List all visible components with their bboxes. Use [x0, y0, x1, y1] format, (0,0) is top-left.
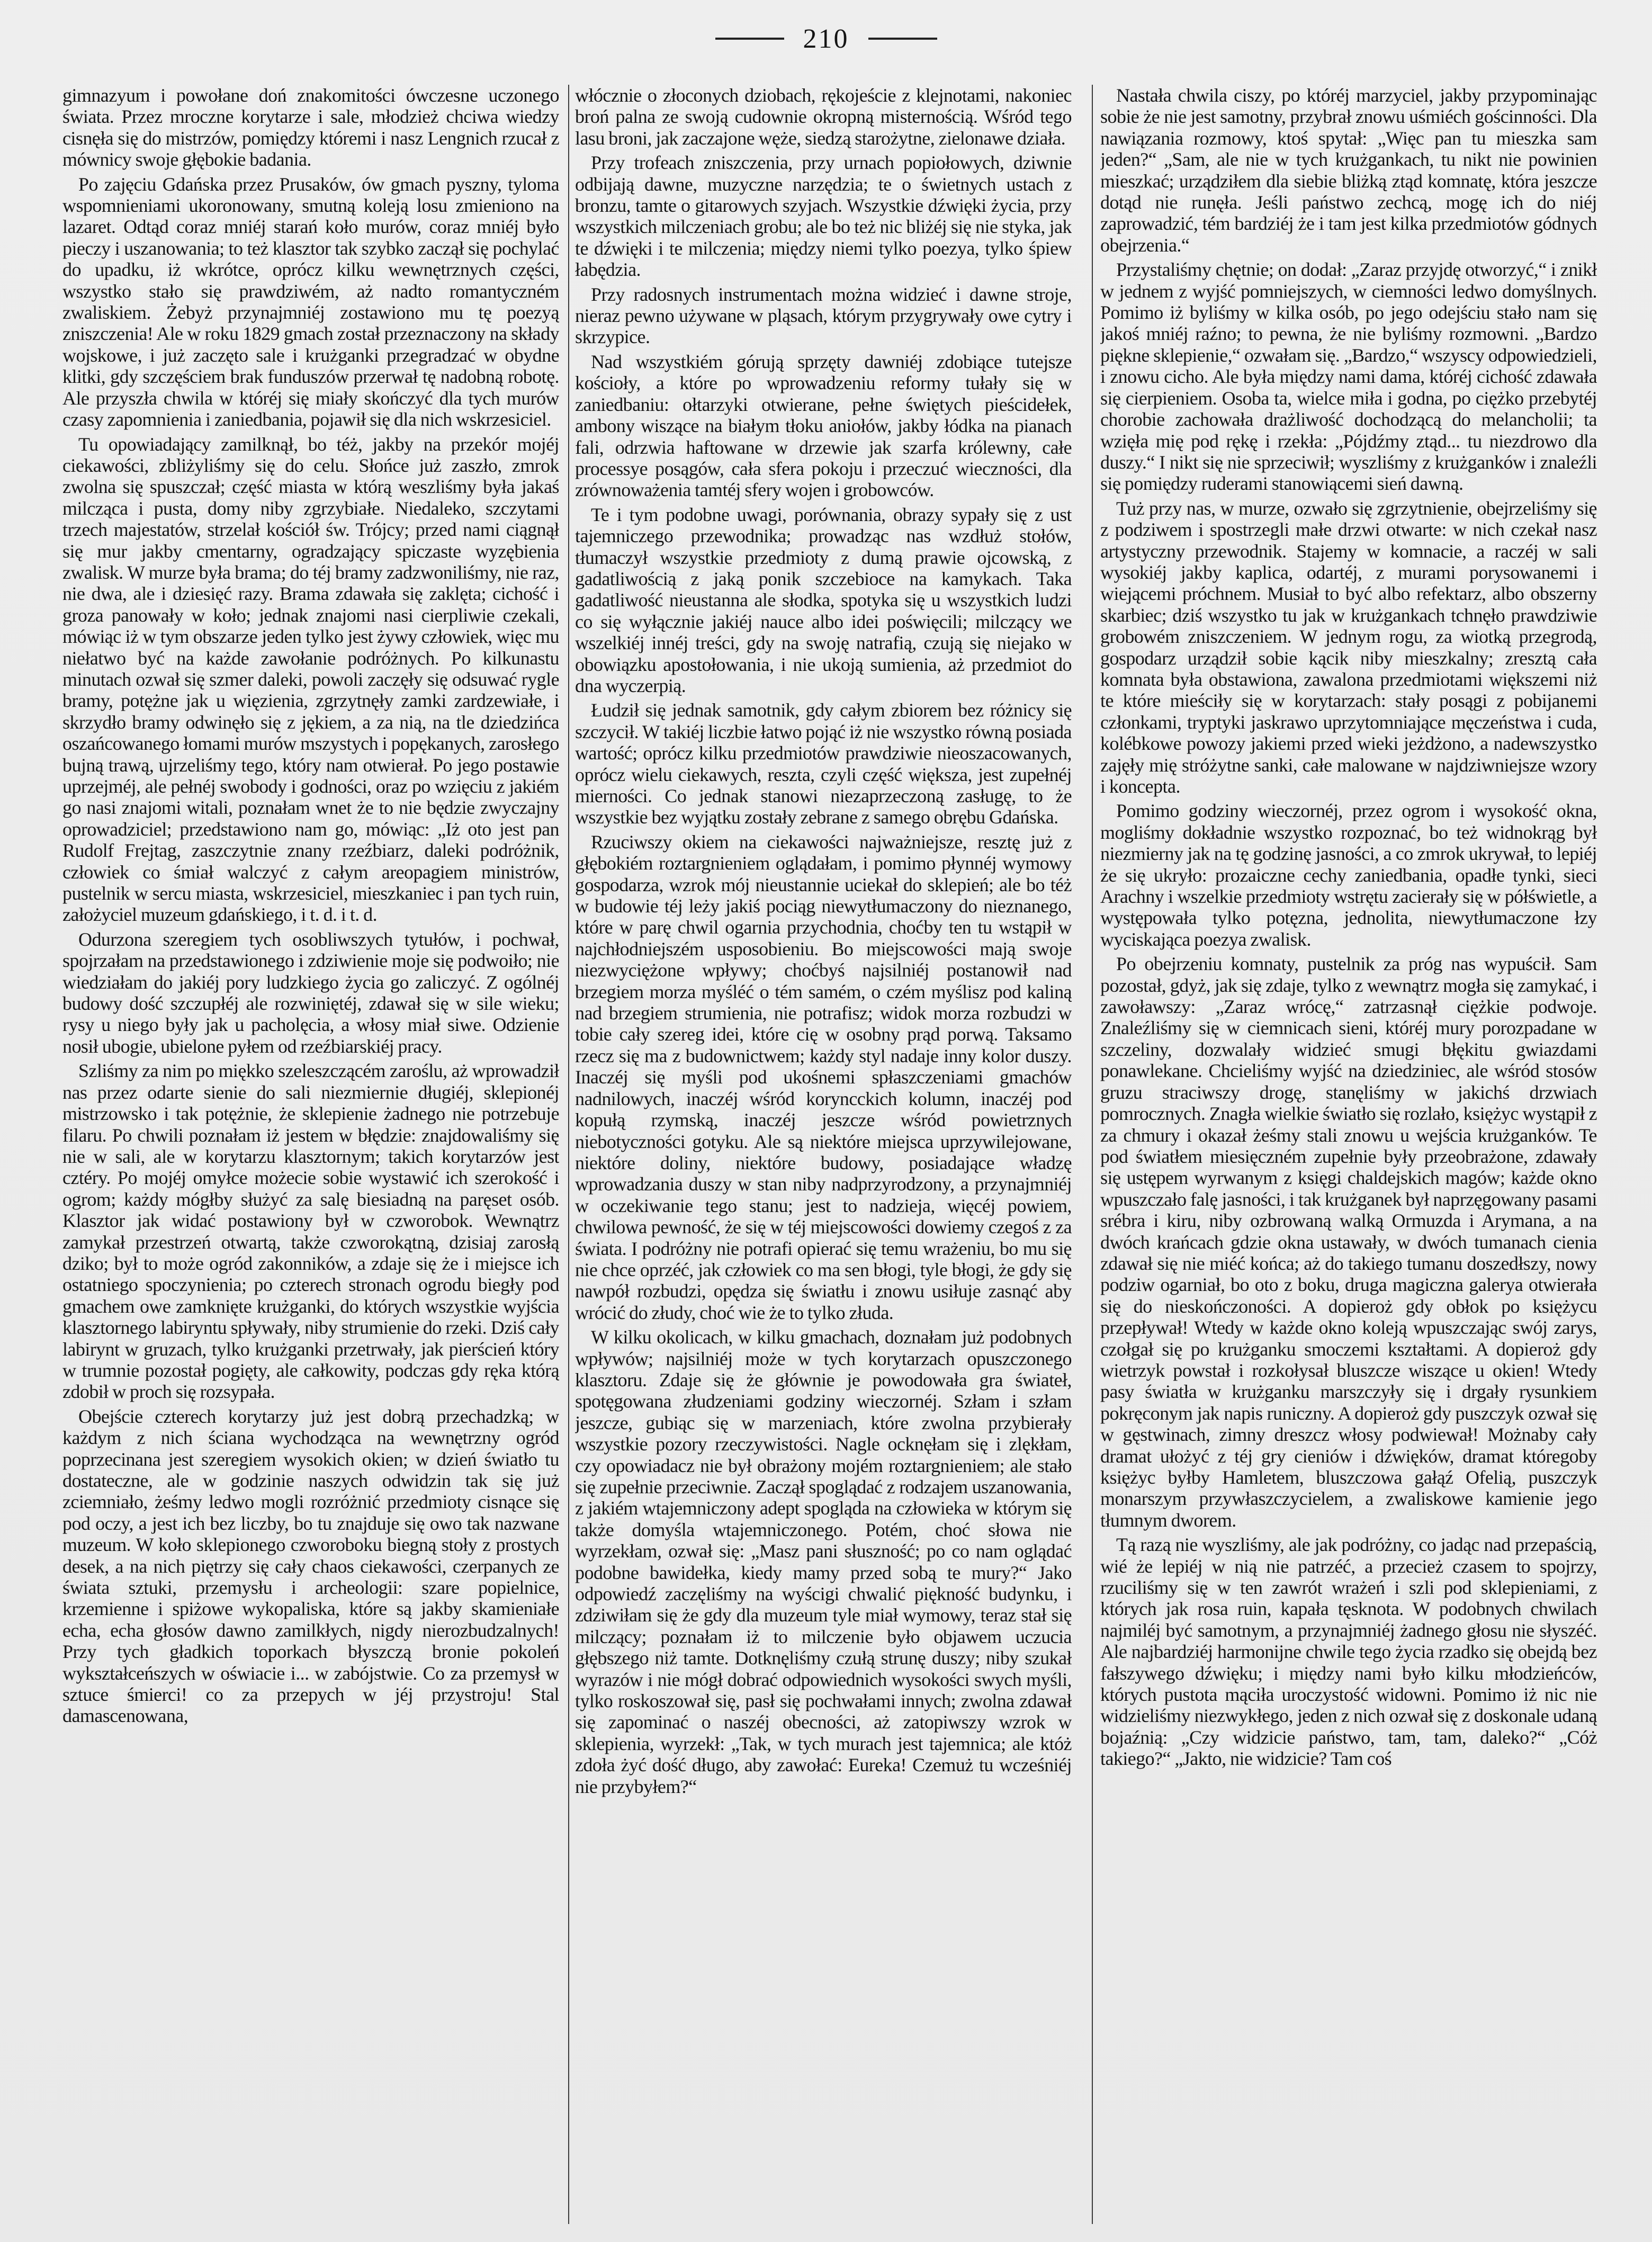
paragraph: Tu opowiadający zamilknął, bo téż, jakby na przekór mojéj ciekawości, zbliżyliśmy się do celu. Słońce już zaszło, zmrok zwolna się spuszczał; część miasta w którą weszliśmy była jakaś milcząca i pusta, domy niby zgrzybiałe. Niedaleko, szczytami trzech majestatów, strzelał kościół św. Trójcy; przed nami ciągnął się mur jakby cmentarny, ogradzający spiczaste wyzębienia zwalisk. W murze była brama; do téj bramy zadzwoniliśmy, nie raz, nie dwa, ale i dziesięć razy. Brama zdawała się zaklęta; cichość i groza panowały w koło; jednak znajomi nasi cierpliwie czekali, mówiąc iż w tym obszarze jeden tylko jest żywy człowiek, więc mu niełatwo być na każde zawołanie podróżnych. Po kilkunastu minutach ozwał się szmer daleki, powoli zaczęły się odsuwać rygle bramy, potężne jak u więzienia, zgrzytnęły zamki zardzewiałe, i skrzydło bramy odwinęło się z jękiem, a za nią, na tle dziedzińca oszańcowanego łomami murów mszystych i popękanych, zarosłego bujną trawą, ujrzeliśmy tego, który nam otwierał. Po jego postawie uprzejméj, ale pełnéj swobody i godności, oraz po wzięciu z jakiém go nasi znajomi witali, poznałam wnet że to nie będzie zwyczajny oprowadziciel; przedstawiono nam go, mówiąc: „Iż oto jest pan Rudolf Frejtag, zaszczytnie znany rzeźbiarz, daleki podróżnik, człowiek co śmiał walczyć z całym areopagiem ministrów, pustelnik w sercu miasta, wskrzesiciel, mieszkaniec i pan tych ruin, założyciel muzeum gdańskiego, i t. d. i t. d.	[62, 433, 559, 926]
column-middle	[575, 85, 1072, 2224]
header-rule-left	[715, 38, 784, 40]
page-header	[0, 20, 1652, 57]
paragraph: Łudził się jednak samotnik, gdy całym zbiorem bez różnicy się szczycił. W takiéj liczbie łatwo pojąć iż nie wszystko równą posiada wartość; oprócz kilku przedmiotów prawdziwie nieoszacowanych, oprócz wielu ciekawych, reszta, czyli część większa, jest zupełnéj mierności. Co jednak stanowi niezaprzeczoną zasługę, to że wszystkie bez wyjątku zostały zebrane z samego obrębu Gdańska.	[575, 699, 1072, 828]
header-rule-right	[868, 38, 937, 40]
text-columns	[62, 85, 1597, 2224]
paragraph: Przystaliśmy chętnie; on dodał: „Zaraz przyjdę otworzyć,“ i znikł w jednem z wyjść pomniejszych, w ciemności ledwo domyślnych. Pomimo iż byliśmy w kilka osób, po jego odejściu stało nam się jakoś mniéj raźno; to pewna, że nie byliśmy rozmowni. „Bardzo piękne sklepienie,“ ozwałam się. „Bardzo,“ wszyscy odpowiedzieli, i znowu cicho. Ale była między nami dama, któréj cichość zdawała się cierpieniem. Osoba ta, wielce miła i godna, po ciężko przebytéj chorobie zachowała drażliwość dochodzącą do melancholii; ta wzięła mię pod rękę i rzekła: „Pójdźmy ztąd... tu niezdrowo dla duszy.“ I nikt się nie sprzeciwił; wyszliśmy z krużganków i znaleźli się pomiędzy ruderami stanowiącemi sień dawną.	[1100, 259, 1597, 495]
column-left	[62, 85, 559, 2224]
paragraph: Przy trofeach zniszczenia, przy urnach popiołowych, dziwnie odbijają dawne, muzyczne narzędzia; te o świetnych ustach z bronzu, tamte o gitarowych szyjach. Wszystkie dźwięki życia, przy wszystkich milczeniach grobu; ale bo też nic bliżéj się nie styka, jak te dźwięki i te milczenia; między niemi tylko poezya, tylko śpiew łabędzia.	[575, 152, 1072, 281]
paragraph: Przy radosnych instrumentach można widzieć i dawne stroje, nieraz pewno używane w pląsach, którym przygrywały owe cytry i skrzypice.	[575, 283, 1072, 348]
paragraph: Szliśmy za nim po miękko szeleszczącém zaroślu, aż wprowadził nas przez odarte sienie do sali niezmiernie długiéj, sklepionéj mistrzowsko i tak potężnie, że sklepienie żadnego nie potrzebuje filaru. Po chwili poznałam iż jestem w błędzie: znajdowaliśmy się nie w sali, ale w korytarzu klasztornym; takich korytarzów jest cztéry. Po mojéj omyłce możecie sobie wystawić ich szerokość i ogrom; każdy mógłby służyć za salę biesiadną na paręset osób. Klasztor jak widać postawiony był w czworobok. Wewnątrz zamykał przestrzeń otwartą, także czworokątną, dzisiaj zarosłą dziko; był to może ogród zakonników, a zdaje się że i miejsce ich ostatniego spoczynienia; po czterech stronach ogrodu biegły pod gmachem owe zamknięte krużganki, do których wszystkie wyjścia klasztornego labiryntu spływały, niby strumienie do rzeki. Dziś cały labirynt w gruzach, tylko krużganki przetrwały, jak pierścień który w trumnie pozostał pogięty, ale całkowity, podczas gdy ręka którą zdobił w proch się rozsypała.	[62, 1060, 559, 1403]
paragraph: Tą razą nie wyszliśmy, ale jak podróżny, co jadąc nad przepaścią, wié że lepiéj w nią nie patrzéć, a przecież czasem to spojrzy, rzuciliśmy się w ten zawrót wrażeń i szli pod sklepieniami, z których jak rosa ruin, kapała tęsknota. W podobnych chwilach najmiléj być samotnym, a przynajmniéj żadnego głosu nie słyszéć. Ale najbardziéj harmonijne chwile tego życia rzadko się obejdą bez fałszywego dźwięku; i między nami było kilku młodzieńców, których pustota mąciła uroczystość widowni. Pomimo iż nic nie widzieliśmy niezwykłego, jeden z nich ozwał się z doskonale udaną bojaźnią: „Czy widzicie państwo, tam, tam, daleko?“ „Cóż takiego?“ „Jakto, nie widzicie? Tam coś	[1100, 1534, 1597, 1770]
paragraph: Po zajęciu Gdańska przez Prusaków, ów gmach pyszny, tyloma wspomnieniami ukoronowany, smutną koleją losu zmieniono na lazaret. Odtąd coraz mniéj starań koło murów, coraz mniéj było pieczy i uszanowania; to też klasztor tak szybko zaczął się pochylać do upadku, iż wkrótce, oprócz kilku wewnętrznych części, wszystko stało się prawdziwém, aż nadto romantyczném zwaliskiem. Żebyż przynajmniéj zostawiono mu tę poezyą zniszczenia! Ale w roku 1829 gmach został przeznaczony na składy wojskowe, i już zaczęto sale i krużganki przegradzać w obydne klitki, gdy szczęściem brak funduszów przerwał tę nadobną robotę. Ale przyszła chwila w któréj się miały skończyć dla tych murów czasy zapomnienia i zaniedbania, pojawił się dla nich wskrzesiciel.	[62, 173, 559, 431]
column-right	[1100, 85, 1597, 2224]
paragraph: włócznie o złoconych dziobach, rękojeście z klejnotami, nakoniec broń palna ze swoją cudownie okropną misternością. Wśród tego lasu broni, jak zaczajone węże, siedzą starożytne, zielonawe działa.	[575, 85, 1072, 149]
paragraph: W kilku okolicach, w kilku gmachach, doznałam już podobnych wpływów; najsilniéj może w tych korytarzach opuszczonego klasztoru. Zdaje się że głównie je powodowała gra świateł, spotęgowana złudzeniami godziny wieczornéj. Szłam i szłam jeszcze, gubiąc się w marzeniach, które zwolna przybierały wszystkie pozory rzeczywistości. Nagle ocknęłam się i zlękłam, czy opowiadacz nie był obrażony mojém roztargnieniem; ale stało się zupełnie przeciwnie. Zaczął spoglądać z rodzajem uszanowania, z jakiém wtajemniczony adept spogląda na człowieka w którym się także domyśla wtajemniczonego. Potém, choć słowa nie wyrzekłam, ozwał się: „Masz pani słuszność; po co nam oglądać podobne bawidełka, kiedy mamy przed sobą te mury?“ Jako odpowiedź zaczęliśmy na wyścigi chwalić piękność budynku, i zdziwiłam się że gdy dla muzeum tyle miał wymowy, teraz stał się milczący; poznałam iż to milczenie było objawem uczucia głębszego niż tamte. Dotknęliśmy czułą strunę duszy; niby szukał wyrazów i nie mógł dobrać odpowiednich wysokości swych myśli, tylko roskoszował się, pasł się pochwałami innych; zwolna zdawał się zapominać o naszéj obecności, aż zatopiwszy wzrok w sklepienia, wyrzekł: „Tak, w tych murach jest tajemnica; ale któż zdoła żyć dość długo, aby zawołać: Eureka! Czemuż tu wcześniéj nie przybyłem?“	[575, 1326, 1072, 1797]
paragraph: gimnazyum i powołane doń znakomitości ówczesne uczonego świata. Przez mroczne korytarze i sale, młodzież chciwa wiedzy cisnęła się do mistrzów, pomiędzy któremi i nasz Lengnich rzucał z mównicy swoje głębokie badania.	[62, 85, 559, 171]
paragraph: Po obejrzeniu komnaty, pustelnik za próg nas wypuścił. Sam pozostał, gdyż, jak się zdaje, tylko z wewnątrz mogła się zamykać, i zawoławszy: „Zaraz wrócę,“ zatrzasnął ciężkie podwoje. Znaleźliśmy się w ciemnicach sieni, któréj mury porozpadane w szczeliny, dozwalały widzieć smugi błękitu gwiazdami ponawlekane. Chcieliśmy wyjść na dziedziniec, ale wśród stosów gruzu straciwszy drogę, stanęliśmy w jakichś drzwiach pomrocznych. Znagła wielkie światło się rozlało, księżyc wystąpił z za chmury i okazał żeśmy stali znowu u wejścia krużganków. Te pod światłem miesięczném zupełnie były przeobrażone, zdawały się ustępem wyrwanym z księgi chaldejskich magów; każde okno wpuszczało falę jasności, i tak krużganek był naprzęgowany pasami srébra i kiru, niby ozbrowaną walką Ormuzda i Arymana, a na dwóch krańcach gdzie okna ustawały, w dwóch tumanach cienia zdawał się nie miéć końca; aż do takiego tumanu doszedłszy, nowy podziw ogarniał, bo oto z boku, druga magiczna galerya otwierała się do nieskończoności. A dopieroż gdy obłok po księżycu przepływał! Wtedy w każde okno koleją wpuszczając swój zarys, czołgał się po krużganku smoczemi kształtami. A dopieroż gdy wietrzyk powstał i rozkołysał bluszcze wiszące u okien! Wtedy pasy światła w krużganku marszczyły się i drgały rysunkiem pokręconym jak napis runiczny. A dopieroż gdy puszczyk ozwał się w gęstwinach, zimny dreszcz włosy podwiewał! Możnaby cały dramat ułożyć z téj gry cieniów i dźwięków, dramat któregoby księżyc byłby Hamletem, bluszczowa gałąź Ofelią, puszczyk monarszym przywłaszczycielem, a zwaliskowe kamienie jego tłumnym dworem.	[1100, 953, 1597, 1531]
paragraph: Nastała chwila ciszy, po któréj marzyciel, jakby przypominając sobie że nie jest samotny, przybrał znowu uśmiéch gościnności. Dla nawiązania rozmowy, ktoś spytał: „Więc pan tu mieszka sam jeden?“ „Sam, ale nie w tych krużgankach, tu nikt nie powinien mieszkać; urządziłem dla siebie bliżką ztąd komnatę, która jeszcze dotąd nie runęła. Jeśli państwo zechcą, mogę ich do niéj zaprowadzić, tém bardziéj że i tam jest kilka przedmiotów gódnych obejrzenia.“	[1100, 85, 1597, 256]
paragraph: Rzuciwszy okiem na ciekawości najważniejsze, resztę już z głębokiém roztargnieniem oglądałam, i pomimo płynnéj wymowy gospodarza, wzrok mój nieustannie uciekał do sklepień; ale bo téż w budowie téj leży jakiś pociąg niewytłumaczony do nieznanego, które w parę chwil ogarnia przychodnia, choćby ten tu wstąpił w najchłodniejszém usposobieniu. Bo miejscowości mają swoje niezwyciężone wpływy; choćbyś najsilniéj postanowił nad brzegiem morza myśléć o tém samém, o czém myślisz pod kaliną nad brzegiem strumienia, nie potrafisz; widok morza rozbudzi w tobie cały szereg idei, które cię w osobny prąd porwą. Taksamo rzecz się ma z budownictwem; każdy styl nadaje inny kolor duszy. Inaczéj się myśli pod ukośnemi spłaszczeniami gmachów nadnilowych, inaczéj wśród koryncckich kolumn, inaczéj pod kopułą rzymską, inaczéj jeszcze wśród powietrznych niebotyczności gotyku. Ale są niektóre miejsca uprzywilejowane, niektóre doliny, niektóre budowy, posiadające władzę wprowadzania duszy w stan niby nadprzyrodzony, a przynajmniéj w oczekiwanie tego stanu; jest to nadzieja, więcéj powiem, chwilowa pewność, że się w téj miejscowości dowiemy czegoś z za świata. I podróżny nie potrafi opierać się temu wrażeniu, bo mu się nie chce oprzéć, jak człowiek co ma sen błogi, tyle błogi, że gdy się nawpół rozbudzi, opędza się światłu i znowu usiłuje zasnąć aby wrócić do złudy, choć wie że to tylko złuda.	[575, 831, 1072, 1323]
paragraph: Obejście czterech korytarzy już jest dobrą przechadzką; w każdym z nich ściana wychodząca na wewnętrzny ogród poprzecinana jest szeregiem wysokich okien; w dzień światło tu dostateczne, ale w godzinie naszych odwidzin tak się już zciemniało, żeśmy ledwo mogli rozróżnić przedmioty cisnące się pod oczy, a jest ich bez liczby, bo tu znajduje się owo tak nazwane muzeum. W koło sklepionego czworoboku biegną stoły z prostych desek, a na nich piętrzy się cały chaos ciekawości, czerpanych ze świata sztuki, przemysłu i archeologii: szare popielnice, krzemienne i spiżowe wykopaliska, które są jakby skamieniałe echa, echa głosów dawno zamilkłych, nigdy nierozbudzalnych! Przy tych gładkich toporkach błyszczą bronie pokoleń wykształceńszych w oświacie i... w zabójstwie. Co za przemysł w sztuce śmierci! co za przepych w jéj przystroju! Stal damascenowana,	[62, 1405, 559, 1727]
paragraph: Te i tym podobne uwagi, porównania, obrazy sypały się z ust tajemniczego przewodnika; prowadząc nas wzdłuż stołów, tłumaczył wszystkie przedmioty z dumą prawie ojcowską, z gadatliwością z jaką ponik szczebioce na kamykach. Taka gadatliwość nieustanna ale słodka, spotyka się u wszystkich ludzi co się wyłącznie jakiéj nauce albo idei poświęcili; milczący we wszelkiéj innéj treści, gdy na swoję natrafią, czują się niejako w obowiązku apostołowania, i nie ukoją sumienia, aż przedmiot do dna wyczerpią.	[575, 504, 1072, 696]
page-number: 210	[803, 23, 849, 54]
paragraph: Tuż przy nas, w murze, ozwało się zgrzytnienie, obejrzeliśmy się z podziwem i spostrzegli małe drzwi otwarte: w nich czekał nasz artystyczny przewodnik. Stajemy w komnacie, a raczéj w sali wysokiéj jakby kaplica, odartéj, z murami porysowanemi i wiejącemi próchnem. Musiał to być albo refektarz, albo obszerny skarbiec; dziś wszystko tu jak w krużgankach tchnęło prawdziwie grobowém zniszczeniem. W jednym rogu, za wiotką przegrodą, gospodarz urządził sobie kącik niby mieszkalny; zresztą cała komnata była obstawiona, zawalona przedmiotami większemi niż te które mieściły się w korytarzach: stały posągi z pobijanemi członkami, tryptyki jaskrawo uprzytomniające męczeństwa i cuda, kolébkowe powozy jakiemi przed wieki jeżdżono, a nadewszystko zajęły mię stróżytne sanki, całe malowane w najdziwniejsze wzory i koncepta.	[1100, 497, 1597, 797]
paragraph: Pomimo godziny wieczornéj, przez ogrom i wysokość okna, mogliśmy dokładnie wszystko rozpoznać, bo też widnokrąg był niezmierny jak na tę godzinę jasności, a co zmrok ukrywał, to lepiéj że się ukryło: prozaiczne cechy zaniedbania, opadłe tynki, sieci Arachny i wszelkie przedmioty wstrętu zacierały się w półświetle, a występowała tylko potęzna, jednolita, niewytłumaczone łzy wyciskająca poezya zwalisk.	[1100, 800, 1597, 950]
paragraph: Nad wszystkiém górują sprzęty dawniéj zdobiące tutejsze kościoły, a które po wprowadzeniu reformy tułały się w zaniedbaniu: ołtarzyki otwierane, pełne świętych pieścidełek, ambony wiszące na białym tłoku aniołów, jakby łódka na pianach fali, odrzwia haftowane w drzewie jak szarfa królewny, całe processye posągów, cała sfera pokoju i przeczuć wieczności, dla zrównoważenia tamtéj sfery wojen i grobowców.	[575, 351, 1072, 501]
paragraph: Odurzona szeregiem tych osobliwszych tytułów, i pochwał, spojrzałam na przedstawionego i zdziwienie moje się podwoiło; nie wiedziałam do jakiéj pory ludzkiego życia go zaliczyć. Z ogólnéj budowy dość szczupłéj ale rozwiniętéj, zdawał się w sile wieku; rysy u niego były jak u pacholęcia, a włosy miał siwe. Odzienie nosił ubogie, ubielone pyłem od rzeźbiarskiéj pracy.	[62, 928, 559, 1057]
